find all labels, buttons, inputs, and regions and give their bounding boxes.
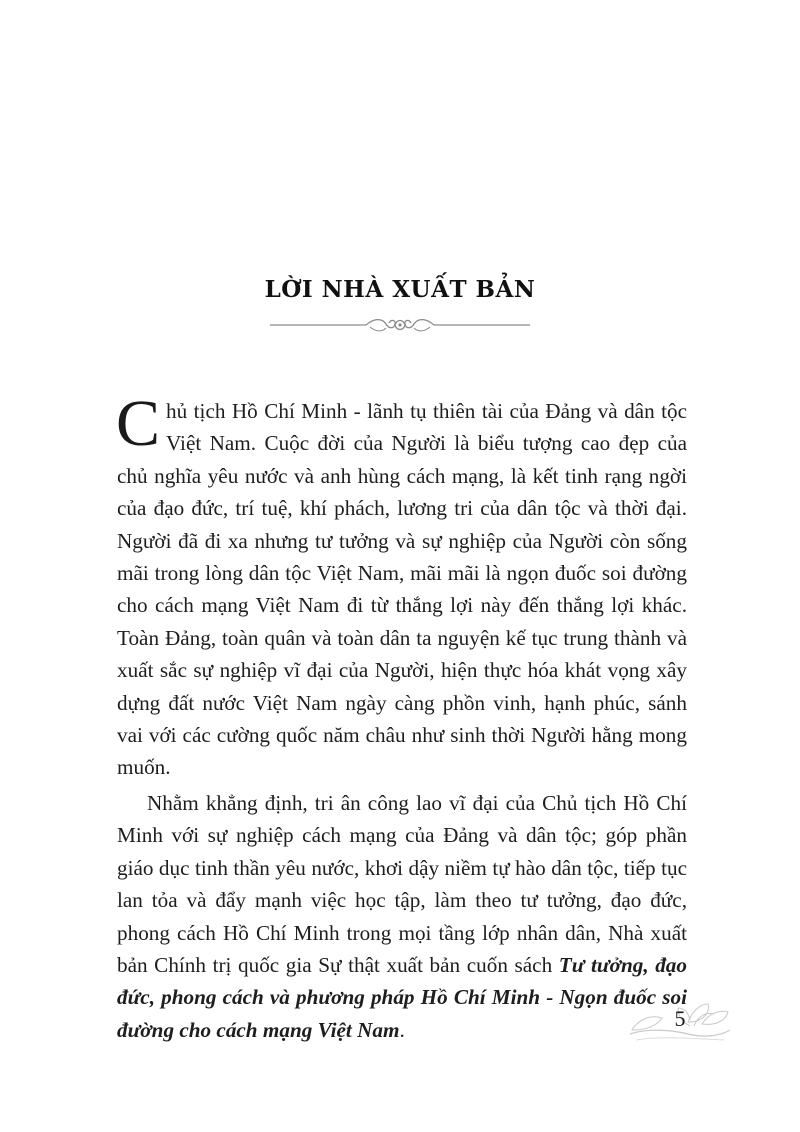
drop-cap-letter: C — [116, 387, 161, 460]
body-text — [116, 387, 687, 1046]
paragraph-purpose — [117, 787, 687, 1046]
page-title: LỜI NHÀ XUẤT BẢN — [264, 276, 536, 303]
paragraph-intro-text: hủ tịch Hồ Chí Minh - lãnh tụ thiên tài của Đảng và dân tộc Việt Nam. Cuộc đời của Người là biểu tượng cao đẹp của chủ nghĩa yêu nước và anh hùng cách mạng, là kết tinh rạng ngời của đạo đức, trí tuệ, khí phách, lương tri của dân tộc và thời đại. Người đã đi xa nhưng tư tưởng và sự nghiệp của Người còn sống mãi trong lòng dân tộc Việt Nam, mãi mãi là ngọn đuốc soi đường cho cách mạng Việt Nam đi từ thắng lợi này đến thắng lợi khác. Toàn Đảng, toàn quân và toàn dân ta nguyện kế tục trung thành và xuất sắc sự nghiệp vĩ đại của Người, hiện thực hóa khát vọng xây dựng đất nước Việt Nam ngày càng phồn vinh, hạnh phúc, sánh vai với các cường quốc năm châu như sinh thời Người hằng mong muốn. — [117, 399, 687, 780]
page-number: 5 — [674, 1006, 686, 1031]
book-title: Tư tưởng, đạo đức, phong cách và phương pháp Hồ Chí Minh - Ngọn đuốc soi đường cho cách mạng Việt Nam — [117, 952, 687, 1042]
paragraph-intro — [116, 387, 687, 784]
scroll-flourish-icon — [270, 314, 530, 336]
paragraph-purpose-end: . — [399, 1017, 405, 1042]
paragraph-purpose-text: Nhằm khẳng định, tri ân công lao vĩ đại của Chủ tịch Hồ Chí Minh với sự nghiệp cách mạng của Đảng và dân tộc; góp phần giáo dục tinh thần yêu nước, khơi dậy niềm tự hào dân tộc, tiếp tục lan tỏa và đẩy mạnh việc học tập, làm theo tư tưởng, đạo đức, phong cách Hồ Chí Minh trong mọi tầng lớp nhân dân, Nhà xuất bản Chính trị quốc gia Sự thật xuất bản cuốn sách — [117, 790, 687, 977]
